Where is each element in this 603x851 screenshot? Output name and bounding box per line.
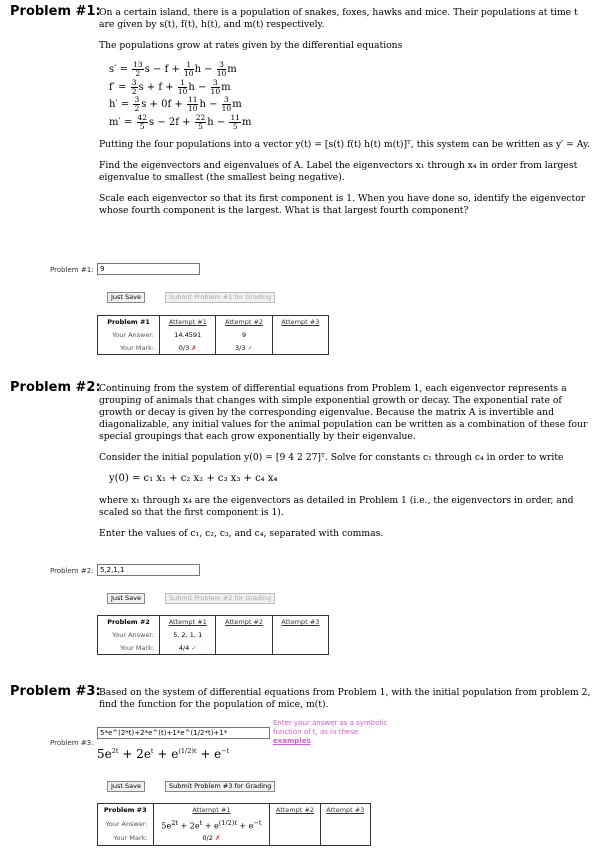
attempt-1-mark: 0/2: [202, 834, 213, 843]
your-mark-label: Your Mark:: [119, 643, 155, 652]
attempt-2-answer: 9: [216, 329, 272, 342]
answer-format-hint: Enter your answer as a symbolic function of t, as in these examples: [273, 719, 388, 745]
attempt-1-answer: 5, 2, 1, 1: [160, 629, 216, 642]
problem-3-answer-label: Problem #3:: [50, 739, 94, 747]
correct-icon: ✓: [247, 343, 254, 352]
equation-s: s′ = $\frac{13}{2}$ s − f + $\frac{1}{10}$ h − $\frac{3}{10}$ m: [109, 60, 237, 78]
problem-1-intro: On a certain island, there is a population of snakes, foxes, hawks and mice. Their populations at time t are given by s(t), f(t), h(t), and m(t) respectively.: [99, 7, 578, 30]
incorrect-icon: ✗: [214, 834, 221, 843]
problem-2-consider-text: Consider the initial population y(0) = [9 4 2 27]ᵀ. Solve for constants c₁ through c₄ in order to write: [99, 452, 564, 463]
problem-2-where-text: where x₁ through x₄ are the eigenvectors as detailed in Problem 1 (i.e., the eigenvectors in order, and scaled so that the first component is 1).: [99, 495, 574, 518]
problem-2-submit-button[interactable]: Submit Problem #2 for Grading: [165, 593, 275, 604]
problem-3-title: Problem #3:: [10, 684, 101, 699]
problem-1-answer-input[interactable]: [97, 263, 200, 275]
equation-f: f′ = $\frac{3}{2}$ s + f + $\frac{1}{10}$ h − $\frac{3}{10}$ m: [109, 77, 231, 96]
results-head: Problem #3: [103, 806, 147, 815]
attempt-1-answer: 14.4591: [160, 329, 216, 342]
incorrect-icon: ✗: [191, 343, 197, 352]
problem-1-just-save-button[interactable]: Just Save: [107, 292, 145, 303]
problem-3-body: [99, 687, 591, 720]
your-mark-label: Your Mark:: [113, 834, 148, 843]
problem-2-enter-text: Enter the values of c₁, c₂, c₃, and c₄, separated with commas.: [99, 528, 384, 539]
problem-1-scale-text: Scale each eigenvector so that its first component is 1. When you have done so, identify the eigenvector whose fourth component is the largest. What is that largest fourth component?: [99, 193, 586, 216]
problem-2-title: Problem #2:: [10, 380, 101, 395]
your-answer-label: Your Answer:: [112, 331, 155, 339]
differential-equations: [109, 61, 591, 131]
problem-3-intro: Based on the system of differential equations from Problem 1, with the initial population from problem 2, find the function for the population of mice, m(t).: [99, 687, 591, 710]
your-mark-label: Your Mark:: [119, 343, 155, 352]
problem-3-just-save-button[interactable]: Just Save: [107, 781, 145, 792]
problem-3-rendered-answer: $5e^{2t} + 2e^t + e^{(1/2)t} + e^{-t}$: [97, 747, 230, 761]
problem-3-submit-button[interactable]: Submit Problem #3 for Grading: [165, 781, 275, 792]
attempt-2-mark: 3/3: [235, 343, 246, 352]
attempt-1-answer: $5e^{2t} + 2e^t + e^{(1/2)t} + e^{-t}$: [153, 817, 270, 833]
results-head: Problem #1: [107, 318, 150, 327]
results-head: Problem #2: [107, 618, 150, 627]
examples-link[interactable]: examples: [273, 737, 311, 745]
problem-1-results-table: [97, 315, 329, 355]
linear-combination-equation: y(0) = c₁ x₁ + c₂ x₂ + c₃ x₃ + c₄ x₄: [109, 473, 278, 484]
your-answer-label: Your Answer:: [112, 631, 155, 639]
problem-3-results-table: [97, 803, 371, 846]
attempt-3-link[interactable]: Attempt #3: [326, 806, 365, 815]
problem-2-answer-label: Problem #2:: [50, 567, 94, 575]
problem-1-vector-text: Putting the four populations into a vector y(t) = [s(t) f(t) h(t) m(t)]ᵀ, this system can be written as y′ = Ay.: [99, 139, 590, 150]
attempt-3-link[interactable]: Attempt #3: [281, 318, 320, 327]
problem-1-title: Problem #1:: [10, 4, 101, 19]
attempt-2-link[interactable]: Attempt #2: [224, 318, 264, 327]
problem-2-answer-input[interactable]: [97, 564, 200, 576]
attempt-1-mark: 4/4: [178, 643, 190, 652]
equation-m: m′ = $\frac{42}{5}$ s − 2f + $\frac{22}{5}$ h − $\frac{11}{5}$ m: [109, 112, 252, 131]
equation-h: h′ = $\frac{3}{2}$ s + 0f + $\frac{11}{10}$ h − $\frac{3}{10}$ m: [109, 95, 242, 113]
attempt-1-mark: 0/3: [178, 343, 190, 352]
problem-3-answer-input[interactable]: [97, 727, 270, 739]
problem-1-find-text: Find the eigenvectors and eigenvalues of A. Label the eigenvectors x₁ through x₄ in order from largest eigenvalue to smallest (the smallest being negative).: [99, 160, 578, 183]
attempt-2-link[interactable]: Attempt #2: [224, 618, 264, 627]
problem-2-body: [99, 383, 591, 549]
problem-2-intro: Continuing from the system of differential equations from Problem 1, each eigenvector represents a grouping of animals that changes with simple exponential growth or decay. The exponential rate of growth or decay is given by the corresponding eigenvalue. Because the matrix A is invertible and diagonalizable, any initial values for the animal population can be written as a combination of these four special groupings that each grow exponentially by their eigenvalue.: [99, 383, 588, 442]
attempt-2-link[interactable]: Attempt #2: [275, 806, 314, 815]
problem-2-just-save-button[interactable]: Just Save: [107, 593, 145, 604]
correct-icon: ✓: [191, 643, 197, 652]
problem-1-body: [99, 7, 591, 226]
problem-1-grow-text: The populations grow at rates given by the differential equations: [99, 40, 403, 51]
attempt-1-link[interactable]: Attempt #1: [168, 318, 207, 327]
attempt-3-link[interactable]: Attempt #3: [281, 618, 320, 627]
attempt-1-link[interactable]: Attempt #1: [192, 806, 231, 815]
attempt-1-link[interactable]: Attempt #1: [168, 618, 207, 627]
problem-1-submit-button[interactable]: Submit Problem #1 for Grading: [165, 292, 275, 303]
problem-2-results-table: [97, 615, 329, 655]
problem-1-answer-label: Problem #1:: [50, 266, 94, 274]
your-answer-label: Your Answer:: [105, 820, 148, 829]
